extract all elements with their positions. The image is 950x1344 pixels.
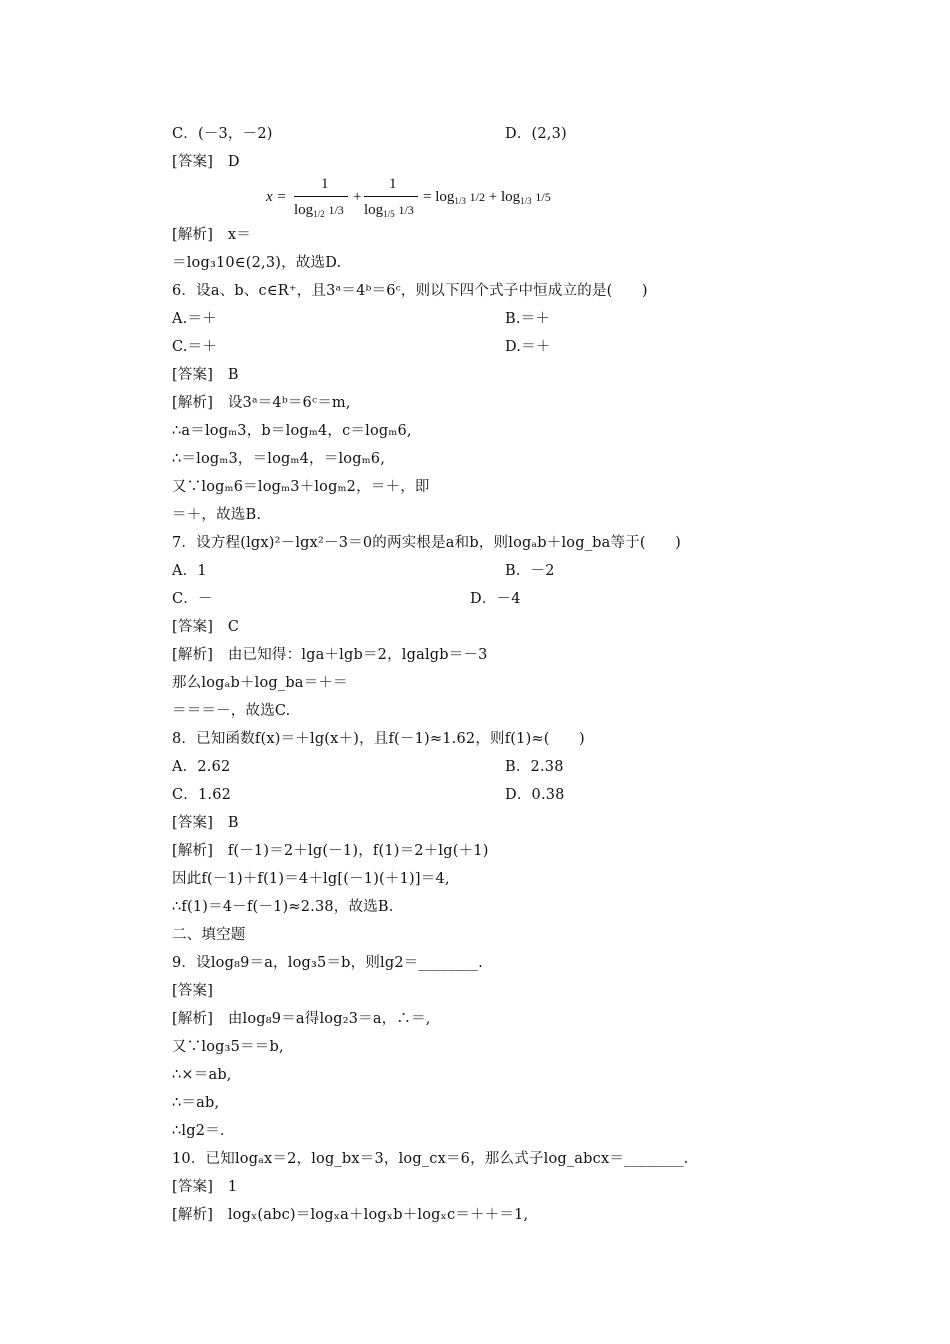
text-line: ∴＝logₘ3，＝logₘ4，＝logₘ6, [172, 451, 386, 467]
analysis-line: [解析] 设3ᵃ＝4ᵇ＝6ᶜ＝m, [172, 395, 351, 411]
text-line: ∴＝ab, [172, 1095, 220, 1111]
question-7: 7．设方程(lgx)²－lgx²－3＝0的两实根是a和b，则logₐb＋log_ba等于( ) [172, 535, 681, 551]
text-line: 又∵log₃5＝＝b, [172, 1039, 284, 1055]
option-d: D.＝＋ [505, 339, 551, 355]
question-10: 10．已知logₐx＝2，log_bx＝3，log_cx＝6，那么式子log_abcx＝________. [172, 1151, 689, 1167]
option-d: D．－4 [470, 591, 521, 607]
option-a: A．1 [172, 563, 207, 579]
answer-label: [答案] B [172, 367, 239, 383]
option-b: B．－2 [505, 563, 555, 579]
answer-label: [答案] D [172, 154, 240, 170]
formula-x: x = 1 $\log_{1/2} 1/3$ + 1 $\log_{1/5} 1/3$ = $\log_{1/3} 1/2 + \log_{1/3} 1/5$ [266, 176, 551, 219]
analysis-line: [解析] logₓ(abc)＝logₓa＋logₓb＋logₓc＝＋＋＝1, [172, 1207, 529, 1223]
text-line: ＝log₃10∈(2,3)，故选D. [172, 255, 342, 271]
option-a: A．2.62 [172, 759, 231, 775]
analysis-line: [解析] 由log₈9＝a得log₂3＝a，∴＝, [172, 1011, 431, 1027]
text-line: ∴a＝logₘ3，b＝logₘ4，c＝logₘ6, [172, 423, 412, 439]
option-d: D．0.38 [505, 787, 565, 803]
option-c: C．－ [172, 591, 213, 607]
answer-label: [答案] C [172, 619, 240, 635]
line-option-c: C．(－3，－2) [172, 126, 273, 142]
text-line: 又∵logₘ6＝logₘ3＋logₘ2，＝＋，即 [172, 479, 430, 495]
text-line: ∴×＝ab, [172, 1067, 232, 1083]
answer-label: [答案] 1 [172, 1179, 238, 1195]
answer-label: [答案] B [172, 815, 239, 831]
text-line: ∴f(1)＝4－f(－1)≈2.38，故选B. [172, 899, 394, 915]
text-line: 因此f(－1)＋f(1)＝4＋lg[(－1)(＋1)]＝4, [172, 871, 450, 887]
text-line: ＝＋，故选B. [172, 507, 262, 523]
option-c: C.＝＋ [172, 339, 217, 355]
answer-label: [答案] [172, 983, 214, 999]
text-line: ＝＝＝－，故选C. [172, 703, 291, 719]
text-line: ∴lg2＝. [172, 1123, 225, 1139]
line-option-d: D．(2,3) [505, 126, 567, 142]
option-b: B．2.38 [505, 759, 564, 775]
analysis-line: [解析] f(－1)＝2＋lg(－1)，f(1)＝2＋lg(＋1) [172, 843, 489, 859]
text-line: 那么logₐb＋log_ba＝＋＝ [172, 675, 348, 691]
analysis-line: [解析] 由已知得：lga＋lgb＝2，lgalgb＝－3 [172, 647, 488, 663]
option-a: A.＝＋ [172, 311, 217, 327]
section-heading: 二、填空题 [172, 927, 246, 943]
question-9: 9．设log₈9＝a，log₃5＝b，则lg2＝________. [172, 955, 483, 971]
question-6: 6．设a、b、c∈R⁺，且3ᵃ＝4ᵇ＝6ᶜ，则以下四个式子中恒成立的是( ) [172, 283, 648, 299]
question-8: 8．已知函数f(x)＝＋lg(x＋)，且f(－1)≈1.62，则f(1)≈( ) [172, 731, 585, 747]
option-c: C．1.62 [172, 787, 232, 803]
analysis-line: [解析] x＝ [172, 227, 251, 243]
option-b: B.＝＋ [505, 311, 551, 327]
